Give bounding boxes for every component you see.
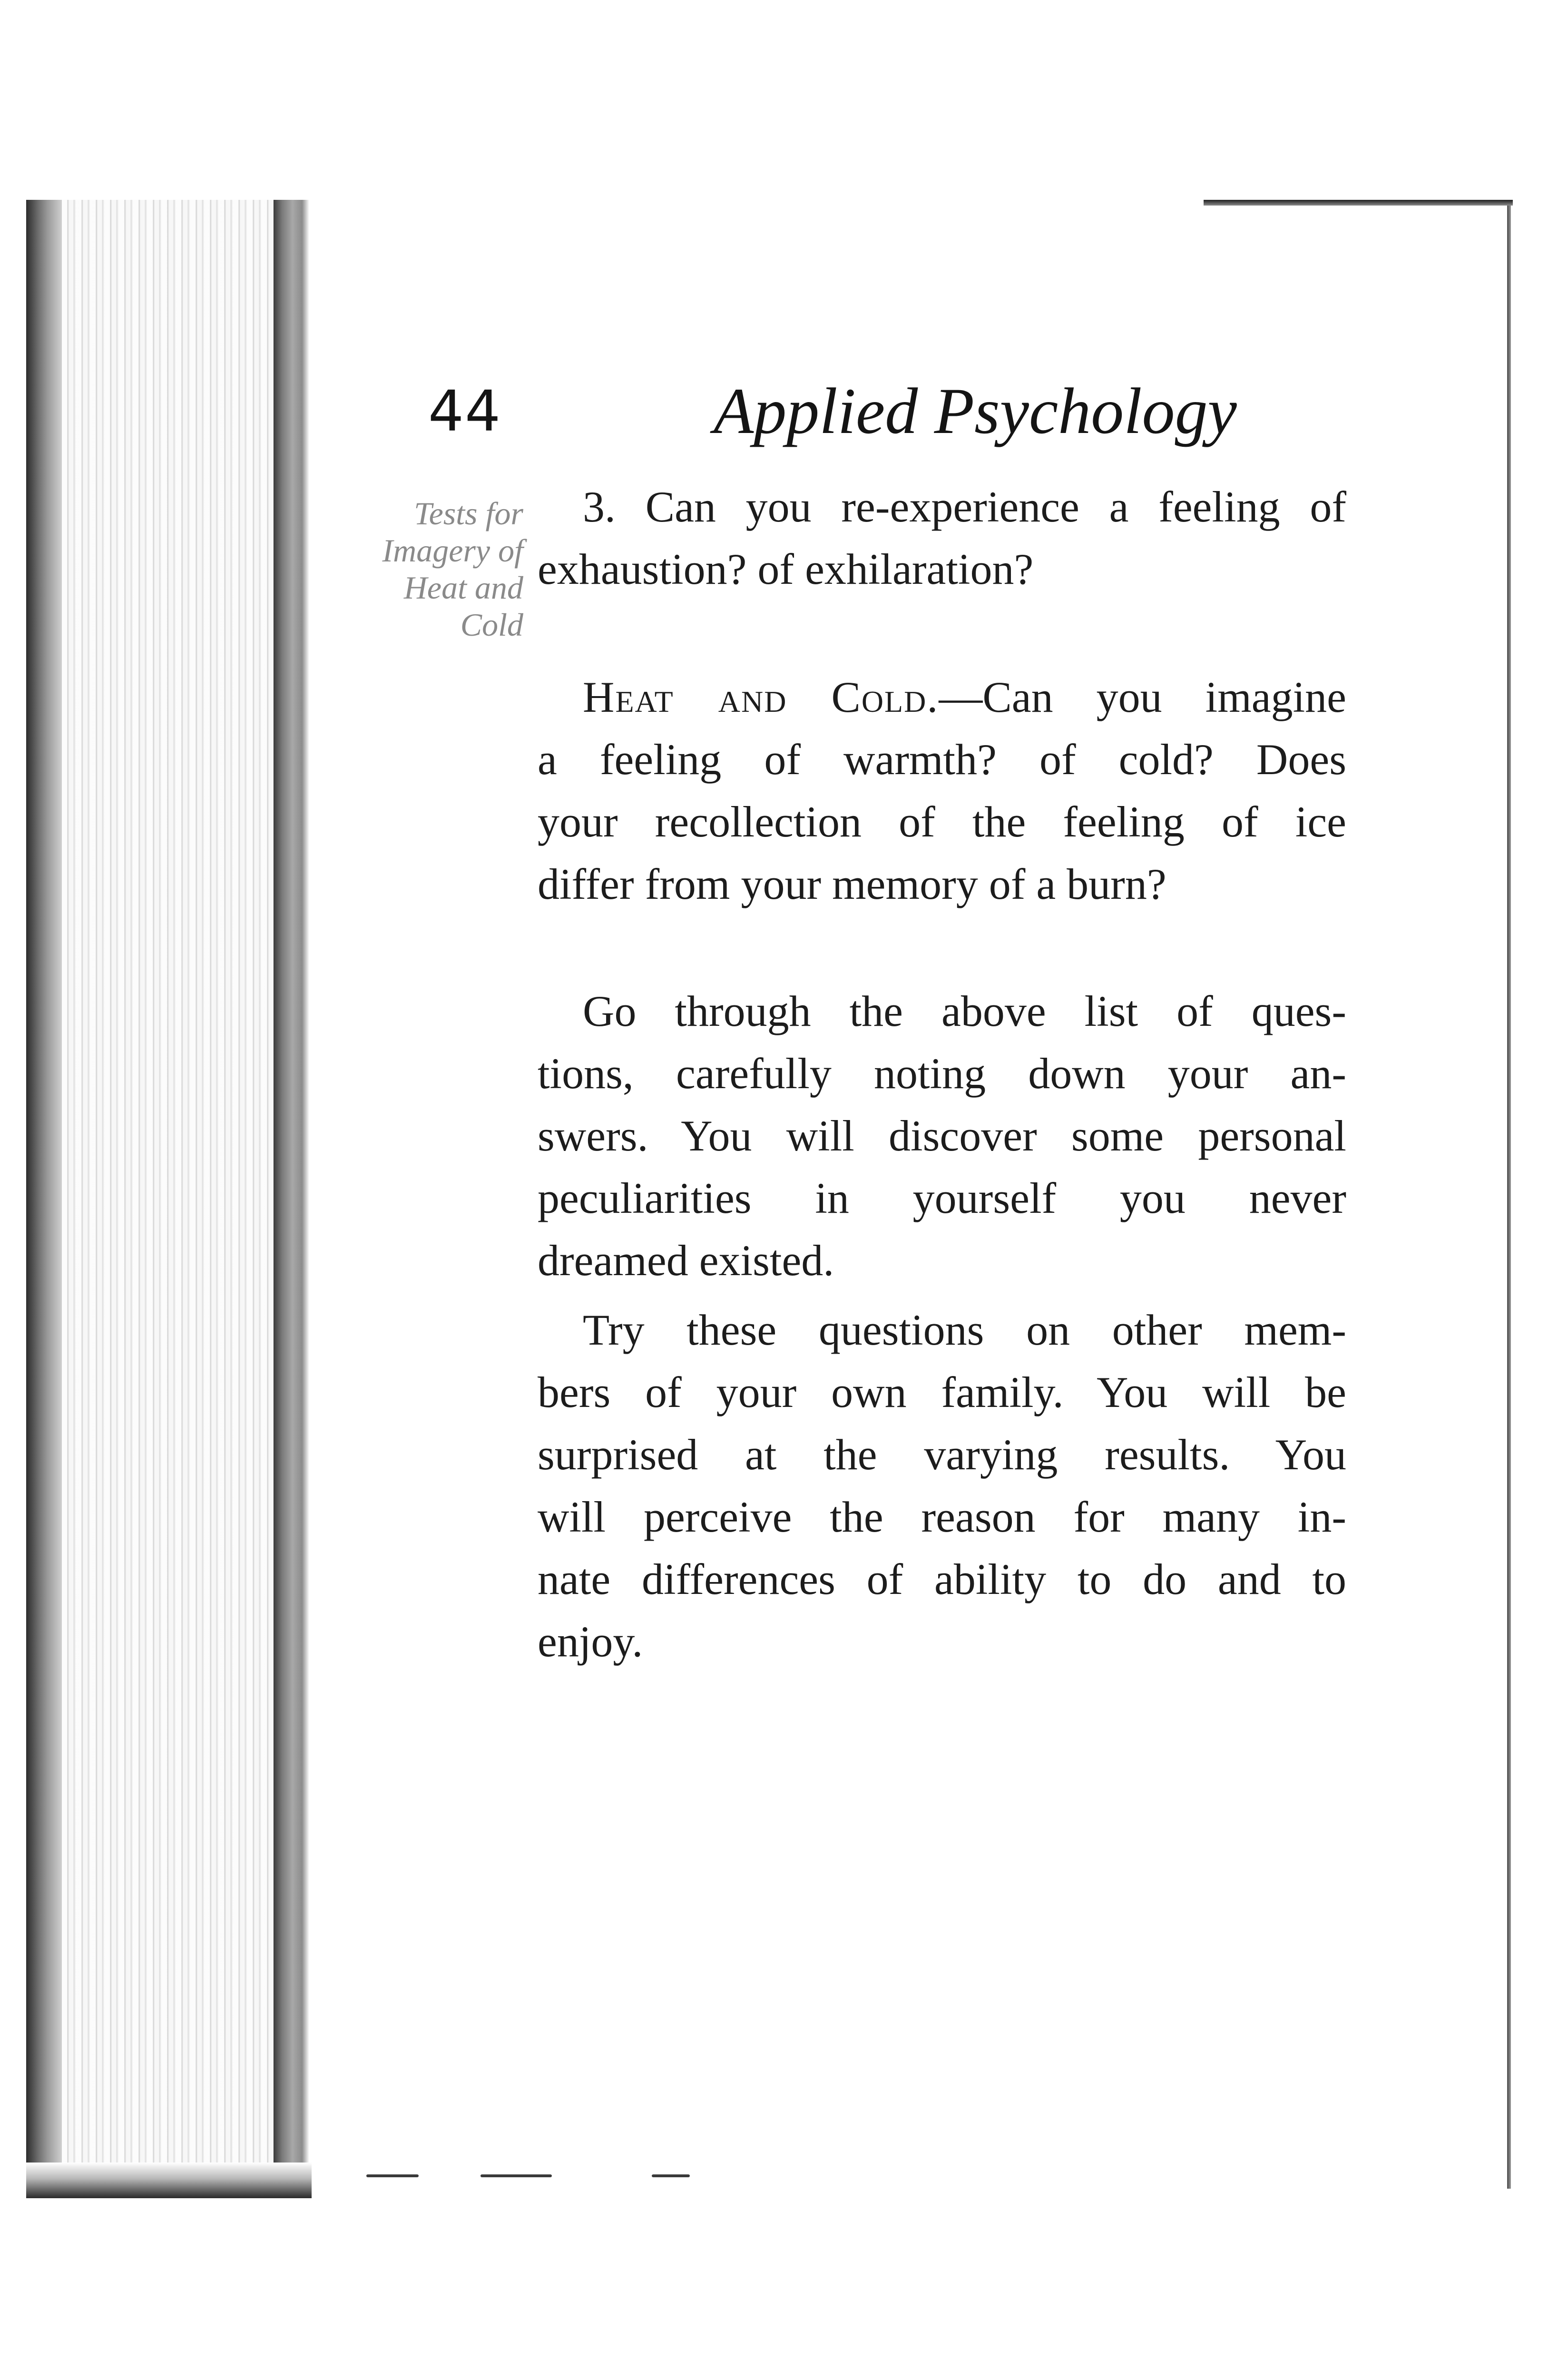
text-line: a feeling of warmth? of cold? Does	[538, 735, 1346, 784]
scan-mark	[480, 2174, 552, 2177]
scan-mark	[366, 2174, 419, 2177]
text-line: exhaustion? of exhilaration?	[538, 545, 1034, 593]
text-line: dreamed existed.	[538, 1236, 834, 1285]
text-line: tions, carefully noting down your an-	[538, 1049, 1346, 1098]
text-line: nate differences of ability to do and to	[538, 1555, 1346, 1603]
text-line: swers. You will discover some personal	[538, 1111, 1346, 1160]
margin-note-line: Cold	[460, 607, 523, 643]
text-line: will perceive the reason for many in-	[538, 1493, 1346, 1541]
margin-note-line: Heat and	[403, 570, 523, 606]
page-number: 44	[428, 378, 502, 444]
text-line: Try these questions on other mem-	[583, 1306, 1346, 1354]
heat-and-cold-paragraph	[538, 666, 1346, 915]
section-heading: Heat and Cold.	[583, 673, 939, 721]
book-spine	[274, 200, 309, 2198]
family-paragraph	[538, 1299, 1346, 1673]
page-stack-edge	[26, 200, 302, 2191]
scan-mark	[652, 2174, 690, 2177]
instruction-paragraph	[538, 980, 1346, 1292]
right-page-edge	[1507, 205, 1511, 2189]
page-stack-base	[26, 2163, 312, 2198]
text-line: differ from your memory of a burn?	[538, 860, 1166, 908]
running-title: Applied Psychology	[714, 374, 1237, 447]
text-line: Go through the above list of ques-	[583, 987, 1346, 1035]
text-line: your recollection of the feeling of ice	[538, 797, 1346, 846]
text-line-rest: —Can you imagine	[939, 673, 1346, 721]
text-line: 3. Can you re-experience a feeling of	[583, 482, 1346, 531]
text-line: enjoy.	[538, 1617, 643, 1666]
question-item-3	[538, 476, 1346, 600]
text-line: surprised at the varying results. You	[538, 1430, 1346, 1479]
margin-note-line: Tests for	[414, 495, 523, 531]
margin-note	[304, 495, 523, 643]
top-page-edge	[1204, 200, 1513, 206]
text-line: bers of your own family. You will be	[538, 1368, 1346, 1416]
text-line: peculiarities in yourself you never	[538, 1174, 1346, 1222]
margin-note-line: Imagery of	[382, 532, 523, 569]
page-stack-shadow	[26, 200, 62, 2191]
text-line	[538, 666, 1346, 728]
